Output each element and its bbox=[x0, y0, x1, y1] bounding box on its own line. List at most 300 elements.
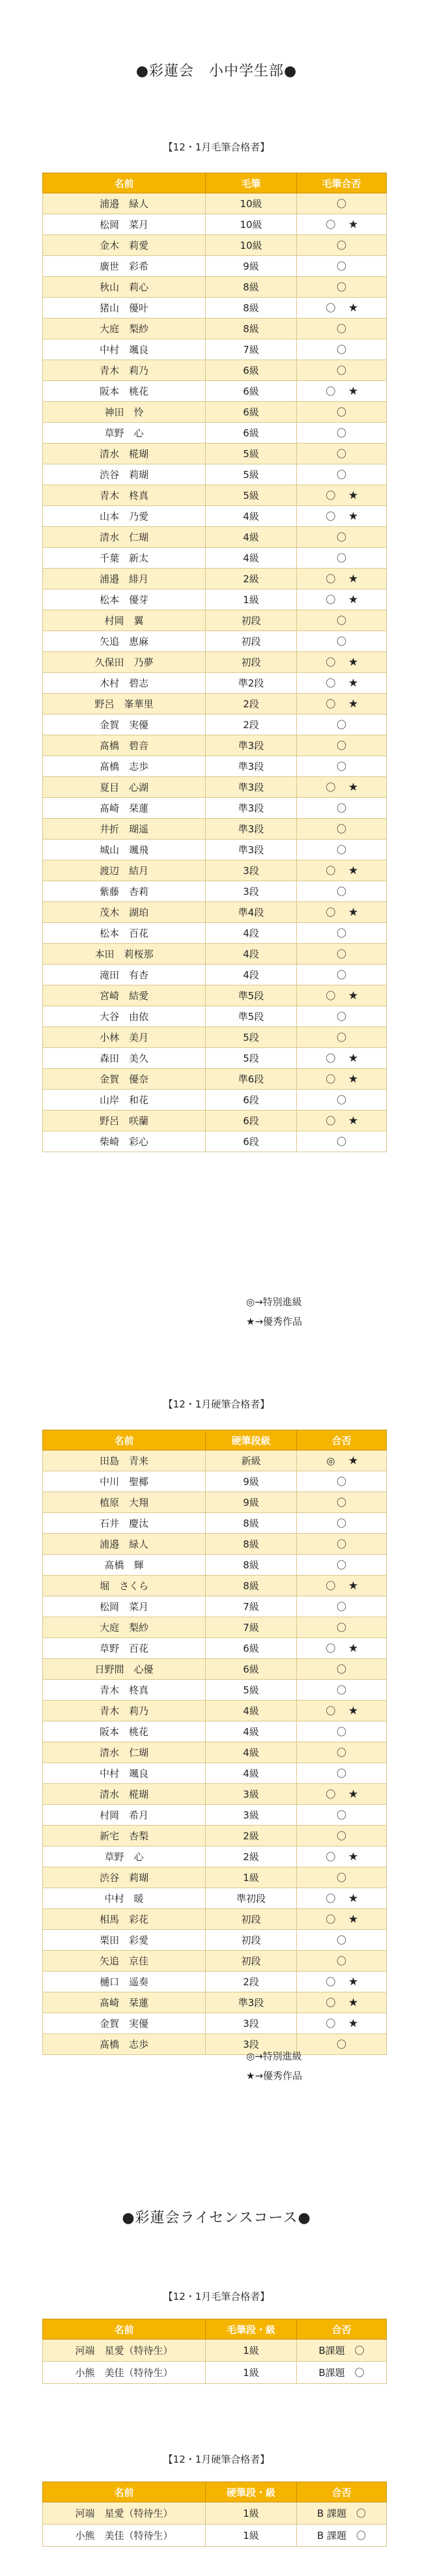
license-pen-table bbox=[42, 2482, 387, 2547]
result bbox=[297, 1111, 387, 1131]
result bbox=[297, 423, 387, 444]
result bbox=[297, 485, 387, 506]
pass-mark: 〇 bbox=[326, 698, 336, 710]
excellent-star: ★ bbox=[348, 510, 359, 523]
grade: 10級 bbox=[206, 193, 297, 214]
grade: 4級 bbox=[206, 1721, 297, 1742]
table-row bbox=[43, 1972, 387, 1992]
student-name: 草野 心 bbox=[43, 423, 206, 444]
legend-special-promotion: ◎→特別進級 bbox=[246, 1296, 302, 1308]
table-row bbox=[43, 860, 387, 881]
result bbox=[297, 1131, 387, 1152]
result bbox=[297, 1492, 387, 1513]
pass-mark: 〇 bbox=[336, 469, 346, 481]
result bbox=[297, 673, 387, 694]
result bbox=[297, 944, 387, 965]
pass-mark: 〇 bbox=[326, 1789, 336, 1800]
table-row bbox=[43, 1513, 387, 1534]
table-row bbox=[43, 1659, 387, 1680]
result bbox=[297, 193, 387, 214]
excellent-star: ★ bbox=[348, 2017, 359, 2030]
student-name: 渡辺 結月 bbox=[43, 860, 206, 881]
result bbox=[297, 381, 387, 402]
grade: 6級 bbox=[206, 1638, 297, 1659]
grade: 準3段 bbox=[206, 777, 297, 798]
license-brush-table bbox=[42, 2319, 387, 2384]
pass-mark: 〇 bbox=[336, 886, 346, 898]
result bbox=[297, 1659, 387, 1680]
result bbox=[297, 965, 387, 985]
table-row bbox=[43, 339, 387, 360]
student-name: 神田 怜 bbox=[43, 402, 206, 423]
table-row bbox=[43, 1090, 387, 1111]
excellent-star: ★ bbox=[348, 385, 359, 398]
pass-mark: 〇 bbox=[326, 594, 336, 606]
result bbox=[297, 1763, 387, 1784]
grade: 初段 bbox=[206, 652, 297, 673]
column-header-grade: 毛筆 bbox=[206, 173, 297, 193]
pass-mark: 〇 bbox=[326, 1053, 336, 1064]
grade: 2段 bbox=[206, 715, 297, 735]
section1-caption: 【12・1月毛筆合格者】 bbox=[163, 141, 270, 153]
excellent-star: ★ bbox=[348, 1788, 359, 1801]
pass-mark: 〇 bbox=[336, 636, 346, 647]
grade: 4級 bbox=[206, 1763, 297, 1784]
pass-mark: 〇 bbox=[326, 1643, 336, 1654]
grade: 8級 bbox=[206, 277, 297, 298]
grade: 3段 bbox=[206, 2013, 297, 2034]
table-row bbox=[43, 1069, 387, 1090]
result bbox=[297, 715, 387, 735]
student-name: 清水 椛瑚 bbox=[43, 444, 206, 464]
pass-mark: 〇 bbox=[336, 552, 346, 564]
pass-mark: 〇 bbox=[336, 802, 346, 814]
table-row bbox=[43, 2013, 387, 2034]
pass-mark: 〇 bbox=[336, 1726, 346, 1738]
table-row bbox=[43, 506, 387, 527]
grade: 5級 bbox=[206, 485, 297, 506]
student-name: 茂木 湖珀 bbox=[43, 902, 206, 923]
pass-mark: 〇 bbox=[336, 344, 346, 356]
student-name: 髙橋 志歩 bbox=[43, 756, 206, 777]
student-name: 草野 心 bbox=[43, 1847, 206, 1867]
table-row bbox=[43, 2525, 387, 2547]
table-row bbox=[43, 548, 387, 569]
column-header-name: 名前 bbox=[43, 2319, 206, 2340]
result bbox=[297, 1784, 387, 1805]
table-row bbox=[43, 298, 387, 318]
table-row bbox=[43, 840, 387, 860]
excellent-star: ★ bbox=[348, 302, 359, 315]
grade: 準初段 bbox=[206, 1888, 297, 1909]
student-name: 浦邉 緋月 bbox=[43, 569, 206, 589]
student-name: 村岡 翼 bbox=[43, 610, 206, 631]
result bbox=[297, 1680, 387, 1701]
table-row bbox=[43, 1048, 387, 1069]
student-name: 小林 美月 bbox=[43, 1027, 206, 1048]
result: B課題 〇 bbox=[297, 2362, 387, 2384]
pass-mark: 〇 bbox=[326, 1851, 336, 1863]
excellent-star: ★ bbox=[348, 1454, 359, 1467]
grade: 準5段 bbox=[206, 1006, 297, 1027]
grade: 準3段 bbox=[206, 819, 297, 840]
student-name: 小熊 美佳（特待生） bbox=[43, 2525, 206, 2547]
pass-mark: 〇 bbox=[336, 281, 346, 293]
page-title: ●彩蓮会 小中学生部● bbox=[135, 63, 298, 79]
table-row bbox=[43, 402, 387, 423]
result bbox=[297, 1596, 387, 1617]
grade: 9級 bbox=[206, 256, 297, 277]
table-row bbox=[43, 360, 387, 381]
grade: 6段 bbox=[206, 1131, 297, 1152]
calligraphy-pen-table bbox=[42, 1430, 387, 2055]
student-name: 清水 仁瑚 bbox=[43, 527, 206, 548]
student-name: 髙橋 碧音 bbox=[43, 735, 206, 756]
grade: 7級 bbox=[206, 1617, 297, 1638]
table-row bbox=[43, 589, 387, 610]
result bbox=[297, 923, 387, 944]
pass-mark: 〇 bbox=[336, 1622, 346, 1634]
table-row bbox=[43, 1131, 387, 1152]
student-name: 石井 慶汰 bbox=[43, 1513, 206, 1534]
student-name: 小熊 美佳（特待生） bbox=[43, 2362, 206, 2384]
grade: 4級 bbox=[206, 1701, 297, 1721]
pass-mark: 〇 bbox=[336, 1094, 346, 1106]
student-name: 秋山 莉心 bbox=[43, 277, 206, 298]
table-row bbox=[43, 610, 387, 631]
pass-mark: 〇 bbox=[326, 490, 336, 502]
result bbox=[297, 610, 387, 631]
excellent-star: ★ bbox=[348, 1850, 359, 1863]
table-row bbox=[43, 214, 387, 235]
excellent-star: ★ bbox=[348, 218, 359, 231]
table-row bbox=[43, 485, 387, 506]
result bbox=[297, 1617, 387, 1638]
student-name: 金賀 実優 bbox=[43, 2013, 206, 2034]
result bbox=[297, 444, 387, 464]
result bbox=[297, 1867, 387, 1888]
result bbox=[297, 1576, 387, 1596]
pass-mark: 〇 bbox=[336, 844, 346, 856]
student-name: 大庭 梨紗 bbox=[43, 318, 206, 339]
table-row bbox=[43, 1555, 387, 1576]
column-header-result: 毛筆合否 bbox=[297, 173, 387, 193]
column-header-result: 合否 bbox=[297, 2482, 387, 2502]
grade: 2級 bbox=[206, 569, 297, 589]
table-row bbox=[43, 1826, 387, 1847]
table-row bbox=[43, 1805, 387, 1826]
result bbox=[297, 1742, 387, 1763]
result bbox=[297, 1069, 387, 1090]
table-row bbox=[43, 1784, 387, 1805]
table-row bbox=[43, 464, 387, 485]
student-name: 滝田 有杏 bbox=[43, 965, 206, 985]
pass-mark: 〇 bbox=[336, 1830, 346, 1842]
result bbox=[297, 235, 387, 256]
result bbox=[297, 735, 387, 756]
grade: 7級 bbox=[206, 339, 297, 360]
pass-mark: 〇 bbox=[326, 1893, 336, 1904]
table-row bbox=[43, 756, 387, 777]
pass-mark: ◎ bbox=[326, 1454, 335, 1467]
pass-mark: 〇 bbox=[326, 865, 336, 877]
table-row bbox=[43, 735, 387, 756]
table-row bbox=[43, 318, 387, 339]
grade: 6級 bbox=[206, 381, 297, 402]
section4-caption: 【12・1月硬筆合格者】 bbox=[163, 2454, 270, 2465]
table-row bbox=[43, 277, 387, 298]
student-name: 中川 聖椰 bbox=[43, 1471, 206, 1492]
student-name: 青木 柊真 bbox=[43, 485, 206, 506]
result bbox=[297, 1805, 387, 1826]
grade: 4級 bbox=[206, 506, 297, 527]
result bbox=[297, 360, 387, 381]
grade: 準3段 bbox=[206, 756, 297, 777]
excellent-star: ★ bbox=[348, 698, 359, 711]
student-name: 植原 大翔 bbox=[43, 1492, 206, 1513]
grade: 準3段 bbox=[206, 798, 297, 819]
table-row bbox=[43, 2034, 387, 2055]
table-row bbox=[43, 1763, 387, 1784]
grade: 1級 bbox=[206, 1867, 297, 1888]
table-row bbox=[43, 381, 387, 402]
result bbox=[297, 881, 387, 902]
table-row bbox=[43, 193, 387, 214]
column-header-grade: 硬筆段・級 bbox=[206, 2482, 297, 2502]
student-name: 清水 椛瑚 bbox=[43, 1784, 206, 1805]
table-row bbox=[43, 923, 387, 944]
result bbox=[297, 860, 387, 881]
legend-excellent-work: ★→優秀作品 bbox=[246, 2070, 303, 2082]
student-name: 森田 美久 bbox=[43, 1048, 206, 1069]
student-name: 金木 莉愛 bbox=[43, 235, 206, 256]
student-name: 田島 青来 bbox=[43, 1451, 206, 1471]
table-row bbox=[43, 819, 387, 840]
result bbox=[297, 1555, 387, 1576]
excellent-star: ★ bbox=[348, 1996, 359, 2009]
student-name: 木村 碧志 bbox=[43, 673, 206, 694]
result bbox=[297, 1721, 387, 1742]
result bbox=[297, 756, 387, 777]
column-header-result: 合否 bbox=[297, 1430, 387, 1451]
grade: 7級 bbox=[206, 1596, 297, 1617]
result bbox=[297, 1701, 387, 1721]
student-name: 髙橋 輝 bbox=[43, 1555, 206, 1576]
pass-mark: 〇 bbox=[336, 1663, 346, 1675]
grade: 準3段 bbox=[206, 840, 297, 860]
grade: 初段 bbox=[206, 631, 297, 652]
student-name: 柴崎 彩心 bbox=[43, 1131, 206, 1152]
result bbox=[297, 402, 387, 423]
calligraphy-brush-table bbox=[42, 173, 387, 1152]
grade: 2級 bbox=[206, 1826, 297, 1847]
pass-mark: 〇 bbox=[336, 1538, 346, 1550]
table-row bbox=[43, 1596, 387, 1617]
grade: 初段 bbox=[206, 1951, 297, 1972]
student-name: 本田 莉桜那 bbox=[43, 944, 206, 965]
table-row bbox=[43, 423, 387, 444]
result bbox=[297, 1847, 387, 1867]
student-name: 清水 仁瑚 bbox=[43, 1742, 206, 1763]
pass-mark: 〇 bbox=[336, 1601, 346, 1613]
grade: 5級 bbox=[206, 1680, 297, 1701]
table-row bbox=[43, 1847, 387, 1867]
table-row bbox=[43, 652, 387, 673]
pass-mark: 〇 bbox=[326, 677, 336, 689]
result bbox=[297, 2034, 387, 2055]
excellent-star: ★ bbox=[348, 1052, 359, 1065]
excellent-star: ★ bbox=[348, 906, 359, 919]
student-name: 松本 優芽 bbox=[43, 589, 206, 610]
pass-mark: 〇 bbox=[336, 1497, 346, 1508]
column-header-name: 名前 bbox=[43, 1430, 206, 1451]
result bbox=[297, 589, 387, 610]
grade: 10級 bbox=[206, 235, 297, 256]
student-name: 相馬 彩花 bbox=[43, 1909, 206, 1930]
table-row bbox=[43, 1111, 387, 1131]
table-row bbox=[43, 1909, 387, 1930]
pass-mark: 〇 bbox=[336, 823, 346, 835]
excellent-star: ★ bbox=[348, 864, 359, 877]
grade: 3段 bbox=[206, 2034, 297, 2055]
pass-mark: 〇 bbox=[336, 365, 346, 376]
grade: 6級 bbox=[206, 402, 297, 423]
table-row bbox=[43, 2362, 387, 2384]
table-row bbox=[43, 1492, 387, 1513]
pass-mark: 〇 bbox=[336, 1011, 346, 1023]
student-name: 河端 星愛（特待生） bbox=[43, 2502, 206, 2525]
student-name: 松岡 菜月 bbox=[43, 214, 206, 235]
grade: 5段 bbox=[206, 1027, 297, 1048]
table-row bbox=[43, 527, 387, 548]
pass-mark: 〇 bbox=[326, 1115, 336, 1127]
grade: 10級 bbox=[206, 214, 297, 235]
table-row bbox=[43, 569, 387, 589]
result bbox=[297, 819, 387, 840]
grade: 6級 bbox=[206, 1659, 297, 1680]
student-name: 浦邉 緑人 bbox=[43, 193, 206, 214]
excellent-star: ★ bbox=[348, 489, 359, 502]
table-row bbox=[43, 1951, 387, 1972]
result bbox=[297, 2013, 387, 2034]
student-name: 渋谷 莉瑚 bbox=[43, 464, 206, 485]
legend bbox=[246, 2046, 302, 2086]
section3-caption: 【12・1月毛筆合格者】 bbox=[163, 2291, 270, 2302]
table-row bbox=[43, 235, 387, 256]
result bbox=[297, 1048, 387, 1069]
pass-mark: 〇 bbox=[326, 1073, 336, 1085]
result bbox=[297, 464, 387, 485]
student-name: 山岸 和花 bbox=[43, 1090, 206, 1111]
student-name: 大谷 由依 bbox=[43, 1006, 206, 1027]
excellent-star: ★ bbox=[348, 1642, 359, 1655]
excellent-star: ★ bbox=[348, 1913, 359, 1926]
table-row bbox=[43, 1576, 387, 1596]
table-row bbox=[43, 902, 387, 923]
result bbox=[297, 1471, 387, 1492]
student-name: 山本 乃愛 bbox=[43, 506, 206, 527]
student-name: 金賀 実優 bbox=[43, 715, 206, 735]
grade: 8級 bbox=[206, 1555, 297, 1576]
result bbox=[297, 1930, 387, 1951]
pass-mark: 〇 bbox=[336, 927, 346, 939]
legend bbox=[246, 1292, 302, 1331]
student-name: 堀 さくら bbox=[43, 1576, 206, 1596]
grade: 6段 bbox=[206, 1111, 297, 1131]
pass-mark: 〇 bbox=[336, 1136, 346, 1148]
grade: 6段 bbox=[206, 1090, 297, 1111]
pass-mark: 〇 bbox=[326, 302, 336, 314]
student-name: 髙崎 栞蓮 bbox=[43, 798, 206, 819]
result bbox=[297, 840, 387, 860]
excellent-star: ★ bbox=[348, 1975, 359, 1989]
student-name: 金賀 優奈 bbox=[43, 1069, 206, 1090]
pass-mark: 〇 bbox=[336, 2039, 346, 2050]
result bbox=[297, 1027, 387, 1048]
pass-mark: 〇 bbox=[326, 782, 336, 793]
result bbox=[297, 256, 387, 277]
pass-mark: 〇 bbox=[336, 615, 346, 627]
table-row bbox=[43, 881, 387, 902]
student-name: 松本 百花 bbox=[43, 923, 206, 944]
pass-mark: 〇 bbox=[336, 1684, 346, 1696]
result bbox=[297, 339, 387, 360]
table-row bbox=[43, 1451, 387, 1471]
student-name: 渋谷 莉瑚 bbox=[43, 1867, 206, 1888]
grade: 4段 bbox=[206, 944, 297, 965]
student-name: 宮崎 結愛 bbox=[43, 985, 206, 1006]
student-name: 樋口 遥奏 bbox=[43, 1972, 206, 1992]
pass-mark: 〇 bbox=[326, 511, 336, 522]
grade: 初段 bbox=[206, 1930, 297, 1951]
student-name: 草野 百花 bbox=[43, 1638, 206, 1659]
pass-mark: 〇 bbox=[326, 1976, 336, 1988]
result bbox=[297, 694, 387, 715]
student-name: 千葉 新太 bbox=[43, 548, 206, 569]
pass-mark: 〇 bbox=[336, 531, 346, 543]
pass-mark: 〇 bbox=[336, 198, 346, 210]
table-row bbox=[43, 1742, 387, 1763]
grade: 準3段 bbox=[206, 735, 297, 756]
student-name: 廣世 彩希 bbox=[43, 256, 206, 277]
result bbox=[297, 1513, 387, 1534]
table-row bbox=[43, 798, 387, 819]
grade: 3段 bbox=[206, 881, 297, 902]
pass-mark: 〇 bbox=[336, 261, 346, 272]
grade: 4段 bbox=[206, 923, 297, 944]
excellent-star: ★ bbox=[348, 573, 359, 586]
result bbox=[297, 1909, 387, 1930]
grade: 5級 bbox=[206, 444, 297, 464]
legend-special-promotion: ◎→特別進級 bbox=[246, 2050, 302, 2062]
result bbox=[297, 902, 387, 923]
pass-mark: 〇 bbox=[326, 1705, 336, 1717]
grade: 2級 bbox=[206, 1847, 297, 1867]
excellent-star: ★ bbox=[348, 989, 359, 1002]
column-header-result: 合否 bbox=[297, 2319, 387, 2340]
result bbox=[297, 1006, 387, 1027]
table-row bbox=[43, 1471, 387, 1492]
grade: 1級 bbox=[206, 2340, 297, 2362]
result bbox=[297, 569, 387, 589]
result bbox=[297, 298, 387, 318]
table-row bbox=[43, 1617, 387, 1638]
pass-mark: 〇 bbox=[336, 1032, 346, 1043]
result bbox=[297, 1090, 387, 1111]
result bbox=[297, 527, 387, 548]
excellent-star: ★ bbox=[348, 1073, 359, 1086]
pass-mark: 〇 bbox=[326, 1580, 336, 1592]
